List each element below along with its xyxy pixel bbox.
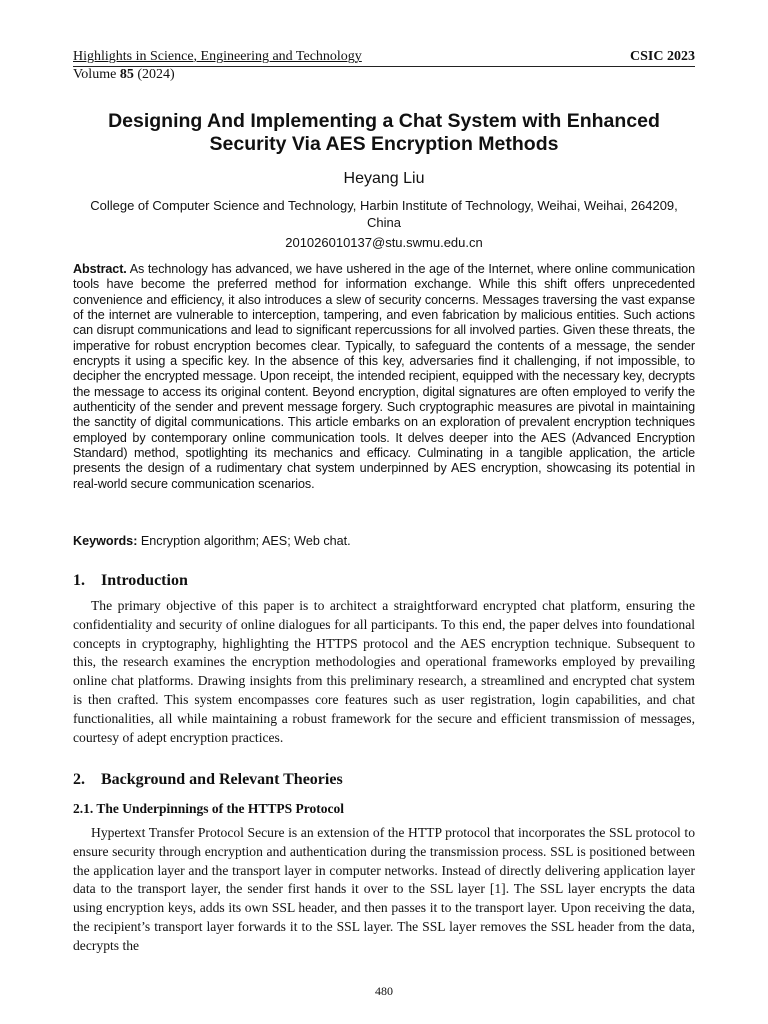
abstract-text: As technology has advanced, we have ushered in the age of the Internet, where online communication tools have become the preferred method for information exchange. While this shift offers unprecedented convenience and efficiency, it also introduces a slew of security concerns. Messages traversing the vast expanse of the internet are vulnerable to interception, tampering, and even fabrication by malicious entities. Such actions can disrupt communications and lead to significant repercussions for all involved parties. Given these threats, the imperative for robust encryption becomes clear. Typically, to safeguard the contents of a message, the sender encrypts it using a specific key. In the absence of this key, adversaries find it challenging, if not impossible, to decipher the encrypted message. Upon receipt, the intended recipient, equipped with the necessary key, decrypts the message to access its original content. Beyond encryption, digital signatures are often employed to verify the authenticity of the sender and prevent message forgery. Such cryptographic measures are pivotal in maintaining the sanctity of digital communications. This article embarks on an exploration of prevalent encryption techniques employed by contemporary online communication tools. It delves deeper into the AES (Advanced Encryption Standard) method, spotlighting its mechanics and efficacy. Culminating in a tangible application, the article presents the design of a rudimentary chat system underpinned by AES encryption, showcasing its potential in real-world secure communication scenarios. [73,262,695,491]
abstract [73,262,695,492]
volume-label: Volume [73,67,117,82]
keywords [73,534,695,548]
journal-name: Highlights in Science, Engineering and Technology [73,49,362,64]
section-title: Background and Relevant Theories [101,771,343,788]
section-number: 1. [73,572,85,589]
keywords-text: Encryption algorithm; AES; Web chat. [140,534,351,548]
section-heading-background [73,771,343,789]
volume-number: 85 [119,67,134,82]
conference-name: CSIC 2023 [630,49,695,64]
author-email: 201026010137@stu.swmu.edu.cn [285,235,483,250]
keywords-label: Keywords: [73,534,138,548]
https-paragraph: Hypertext Transfer Protocol Secure is an extension of the HTTP protocol that incorporates the SSL protocol to ensure security through encryption and authentication during the transmission process. SSL is positioned between the application layer and the transport layer in computer networks. Instead of directly delivering application layer data to the transport layer, the sender first hands it over to the SSL layer [1]. The SSL layer encrypts the data using encryption keys, adds its own SSL header, and then passes it to the transport layer. Upon receiving the data, the recipient’s transport layer forwards it to the SSL layer. The SSL layer removes the SSL header from the data, decrypts the [73,825,695,953]
running-header [73,49,695,67]
affiliation: College of Computer Science and Technology, Harbin Institute of Technology, Weihai, Weihai, 264209, China [90,198,678,230]
subsection-heading-https: 2.1. The Underpinnings of the HTTPS Protocol [73,801,345,816]
paper-title: Designing And Implementing a Chat System with Enhanced Security Via AES Encryption Methods [108,110,660,155]
introduction-paragraph: The primary objective of this paper is to architect a straightforward encrypted chat platform, ensuring the confidentiality and security of online dialogues for all participants. To this end, the paper delves into foundational concepts in cryptography, highlighting the HTTPS protocol and the AES encryption technique. Subsequent to this, the research examines the encryption methodologies and operational frameworks employed by prevailing online chat platforms. Drawing insights from this preliminary research, a streamlined and encrypted chat system is then crafted. This system encompasses core features such as user registration, login capabilities, and chat functionalities, all while maintaining a robust framework for the secure and efficient transmission of messages, courtesy of adept encryption practices. [73,598,695,745]
volume-year: (2024) [137,67,175,82]
abstract-label: Abstract. [73,262,127,276]
section-title: Introduction [101,572,188,589]
page-number: 480 [375,984,393,998]
volume-info [73,67,175,83]
author-name: Heyang Liu [343,170,425,187]
section-number: 2. [73,771,85,788]
section-heading-introduction [73,572,188,590]
